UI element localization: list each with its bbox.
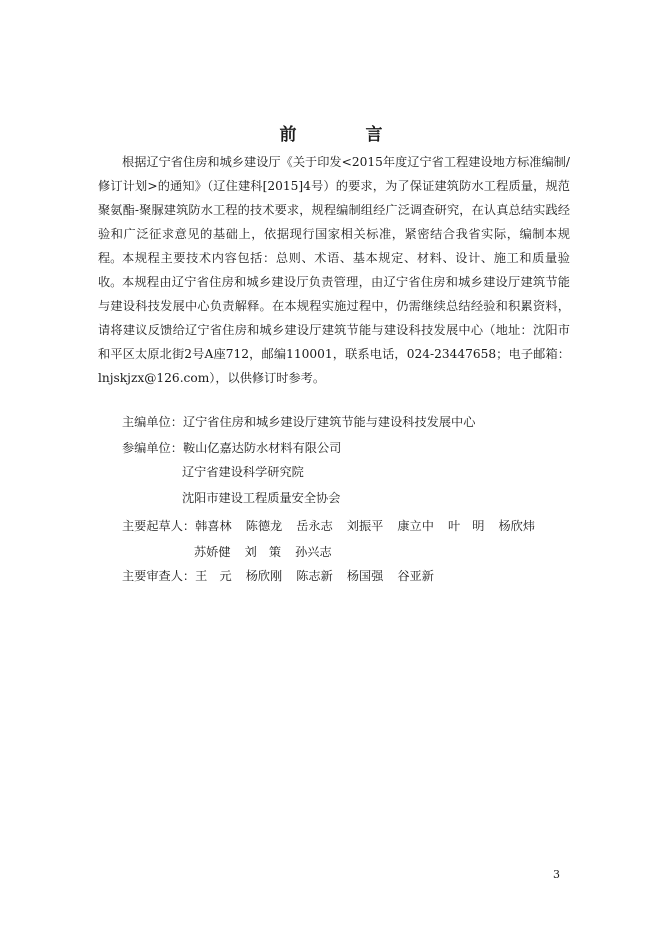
participating-unit-row — [182, 460, 304, 484]
participating-unit-value: 鞍山亿嘉达防水材料有限公司 — [182, 441, 342, 455]
drafter-name: 康立中 — [397, 519, 434, 533]
participating-unit-row — [122, 436, 341, 460]
drafter-name: 刘振平 — [346, 519, 384, 533]
participating-unit-row — [182, 486, 340, 510]
participating-unit-value: 辽宁省建设科学研究院 — [182, 465, 304, 479]
chief-unit-label: 主编单位： — [122, 415, 183, 429]
reviewer-name: 陈志新 — [296, 569, 333, 583]
chief-unit-value: 辽宁省住房和城乡建设厅建筑节能与建设科技发展中心 — [182, 415, 476, 429]
drafter-name: 苏娇健 — [194, 545, 231, 559]
participating-unit-label: 参编单位： — [122, 441, 183, 455]
drafter-name: 杨欣炜 — [498, 519, 536, 533]
drafter-name: 叶 明 — [447, 519, 485, 533]
reviewer-name: 杨欣刚 — [245, 569, 283, 583]
reviewer-name: 谷亚新 — [397, 569, 434, 583]
drafters-row — [194, 540, 346, 564]
reviewer-name: 王 元 — [195, 569, 232, 583]
participating-unit-value: 沈阳市建设工程质量安全协会 — [182, 491, 341, 505]
page-title: 前 言 — [279, 125, 409, 145]
page-number: 3 — [553, 868, 560, 881]
paragraph-basis: 根据辽宁省住房和城乡建设厅《关于印发<2015年度辽宁省工程建设地方标准编制/修订计划>的通知》（辽住建科[2015]4号）的要求，为了保证建筑防水工程质量，规范聚氨酯-聚脲建筑防水工程的技术要求，规程编制组经广泛调查研究，在认真总结实践经验和广泛征求意见的基础上，依据现行国家相关标准，紧密结合我省实际，编制本规程。 — [98, 155, 570, 265]
drafter-name: 孙兴志 — [295, 545, 332, 559]
drafters-row — [122, 514, 549, 538]
reviewer-name: 杨国强 — [346, 569, 384, 583]
drafter-name: 韩喜林 — [195, 519, 232, 533]
paragraph-contents: 本规程主要技术内容包括：总则、术语、基本规定、材料、设计、施工和质量验收。 — [98, 251, 570, 289]
reviewers-label: 主要审查人： — [122, 569, 196, 583]
paragraph-management: 本规程由辽宁省住房和城乡建设厅负责管理，由辽宁省住房和城乡建设厅建筑节能与建设科技发展中心负责解释。在本规程实施过程中，仍需继续总结经验和积累资料，请将建议反馈给辽宁省住房和城乡建设厅建筑节能与建设科技发展中心（地址：沈阳市和平区太原北街2号A座712，邮编110001，联系电话，024-23447658；电子邮箱：lnjskjzx@126.com），以供修订时参考。 — [98, 275, 570, 385]
reviewers-row — [122, 564, 448, 588]
drafter-name: 岳永志 — [296, 519, 333, 533]
drafter-name: 陈德龙 — [245, 519, 283, 533]
drafter-name: 刘 策 — [244, 545, 282, 559]
drafters-label: 主要起草人： — [122, 519, 196, 533]
chief-unit-row — [122, 410, 475, 434]
